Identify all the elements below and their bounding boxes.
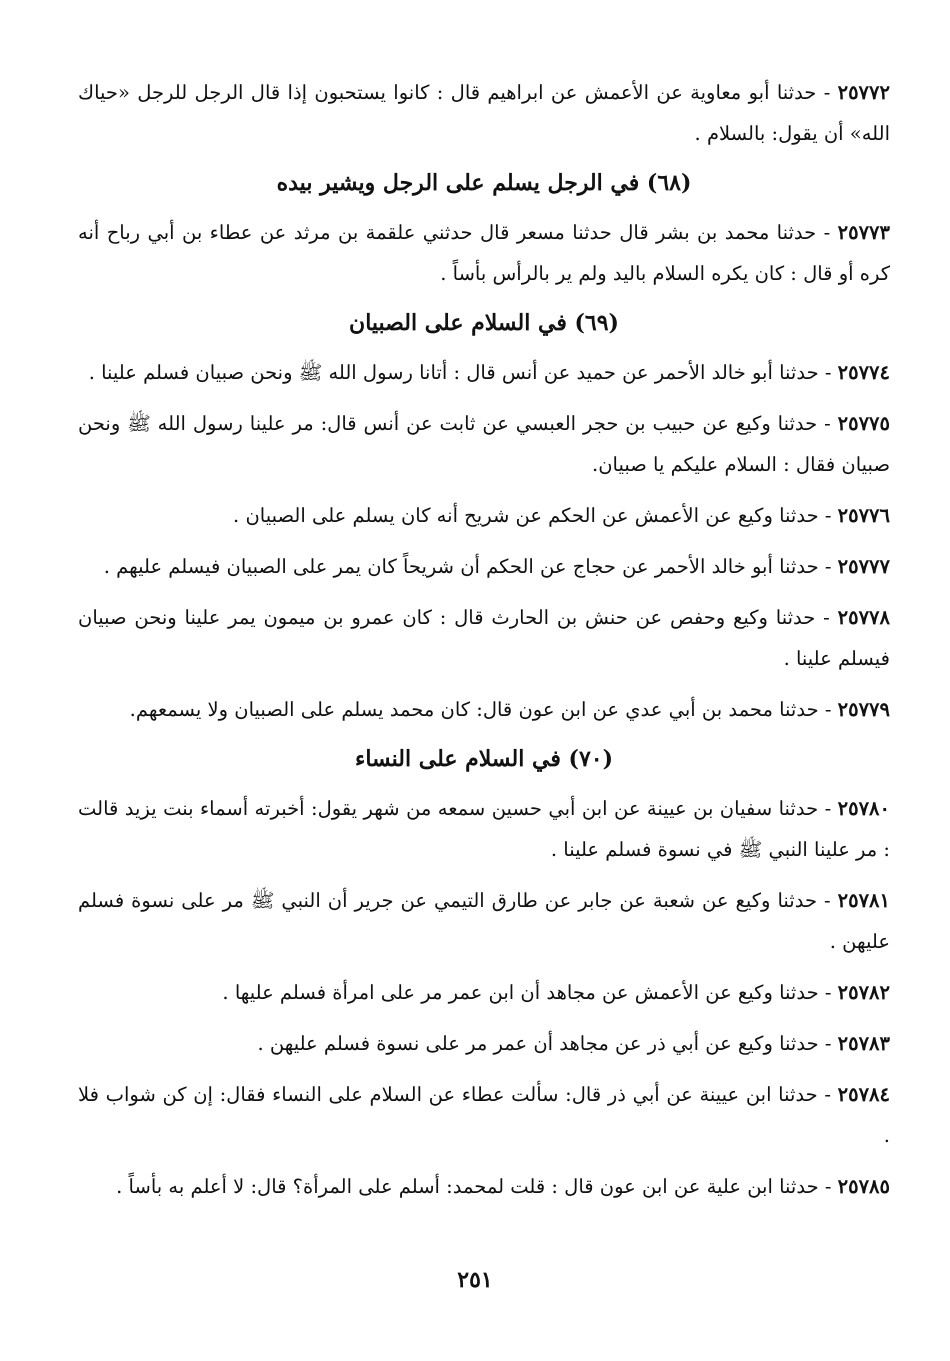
hadith-text: - حدثنا وكيع عن الأعمش عن مجاهد أن ابن عمر مر على امرأة فسلم عليها . [222,981,832,1004]
hadith-25784 [78,1074,890,1156]
hadith-25779 [78,689,890,730]
hadith-number: ٢٥٧٧٦ [837,504,890,527]
hadith-number: ٢٥٧٧٢ [837,81,890,104]
page-number: ٢٥١ [457,1267,493,1293]
hadith-text: - حدثنا وكيع وحفص عن حنش بن الحارث قال : كان عمرو بن ميمون يمر علينا ونحن صبيان فيسلم علينا . [78,606,890,670]
hadith-text: - حدثنا وكيع عن أبي ذر عن مجاهد أن عمر مر على نسوة فسلم عليهن . [257,1032,832,1055]
hadith-25783 [78,1023,890,1064]
hadith-text: - حدثنا محمد بن أبي عدي عن ابن عون قال: كان محمد يسلم على الصبيان ولا يسمعهم. [129,698,832,721]
hadith-25778 [78,597,890,679]
hadith-number: ٢٥٧٨١ [837,889,890,912]
hadith-number: ٢٥٧٨٤ [837,1083,890,1106]
hadith-25776 [78,495,890,536]
hadith-number: ٢٥٧٨٠ [837,797,890,820]
hadith-25785 [78,1166,890,1207]
hadith-number: ٢٥٧٧٣ [837,221,891,244]
hadith-text: - حدثنا أبو معاوية عن الأعمش عن ابراهيم قال : كانوا يستحبون إذا قال الرجل للرجل «حياك الله» أن يقول: بالسلام . [78,81,890,145]
hadith-text: - حدثنا ابن عيينة عن أبي ذر قال: سألت عطاء عن السلام على النساء فقال: إن كن شواب فلا . [78,1083,890,1147]
hadith-25774 [78,352,890,393]
hadith-number: ٢٥٧٧٨ [837,606,890,629]
hadith-25782 [78,972,890,1013]
chapter-heading-69: (٦٩) في السلام على الصبيان [349,310,619,336]
hadith-text: - حدثنا محمد بن بشر قال حدثنا مسعر قال حدثني علقمة بن مرثد عن عطاء بن أبي رباح أنه كره أو قال : كان يكره السلام باليد ولم ير بالرأس بأساً . [78,221,890,285]
hadith-number: ٢٥٧٧٥ [837,412,890,435]
hadith-25780 [78,788,890,870]
book-page [78,72,890,1332]
hadith-number: ٢٥٧٧٤ [837,361,890,384]
hadith-text: - حدثنا سفيان بن عيينة عن ابن أبي حسين سمعه من شهر يقول: أخبرته أسماء بنت يزيد قالت : مر علينا النبي ﷺ في نسوة فسلم علينا . [78,797,890,861]
chapter-heading-70: (٧٠) في السلام على النساء [354,746,614,772]
hadith-number: ٢٥٧٨٥ [837,1175,890,1198]
hadith-text: - حدثنا وكيع عن حبيب بن حجر العبسي عن ثابت عن أنس قال: مر علينا رسول الله ﷺ ونحن صبيان فقال : السلام عليكم يا صبيان. [78,412,890,476]
hadith-number: ٢٥٧٧٩ [837,698,890,721]
hadith-text: - حدثنا وكيع عن شعبة عن جابر عن طارق التيمي عن جرير أن النبي ﷺ مر على نسوة فسلم عليهن . [78,889,890,953]
hadith-text: - حدثنا ابن علية عن ابن عون قال : قلت لمحمد: أسلم على المرأة؟ قال: لا أعلم به بأساً . [116,1175,832,1198]
hadith-25772 [78,72,890,154]
chapter-heading-68: (٦٨) في الرجل يسلم على الرجل ويشير بيده [276,170,692,196]
hadith-text: - حدثنا وكيع عن الأعمش عن الحكم عن شريح أنه كان يسلم على الصبيان . [233,504,832,527]
hadith-number: ٢٥٧٨٢ [837,981,890,1004]
hadith-25777 [78,546,890,587]
hadith-25775 [78,403,890,485]
hadith-text: - حدثنا أبو خالد الأحمر عن حميد عن أنس قال : أتانا رسول الله ﷺ ونحن صبيان فسلم علينا . [88,361,832,384]
hadith-25773 [78,212,890,294]
hadith-25781 [78,880,890,962]
hadith-number: ٢٥٧٧٧ [837,555,890,578]
hadith-number: ٢٥٧٨٣ [837,1032,890,1055]
hadith-text: - حدثنا أبو خالد الأحمر عن حجاج عن الحكم أن شريحاً كان يمر على الصبيان فيسلم عليهم . [103,555,832,578]
